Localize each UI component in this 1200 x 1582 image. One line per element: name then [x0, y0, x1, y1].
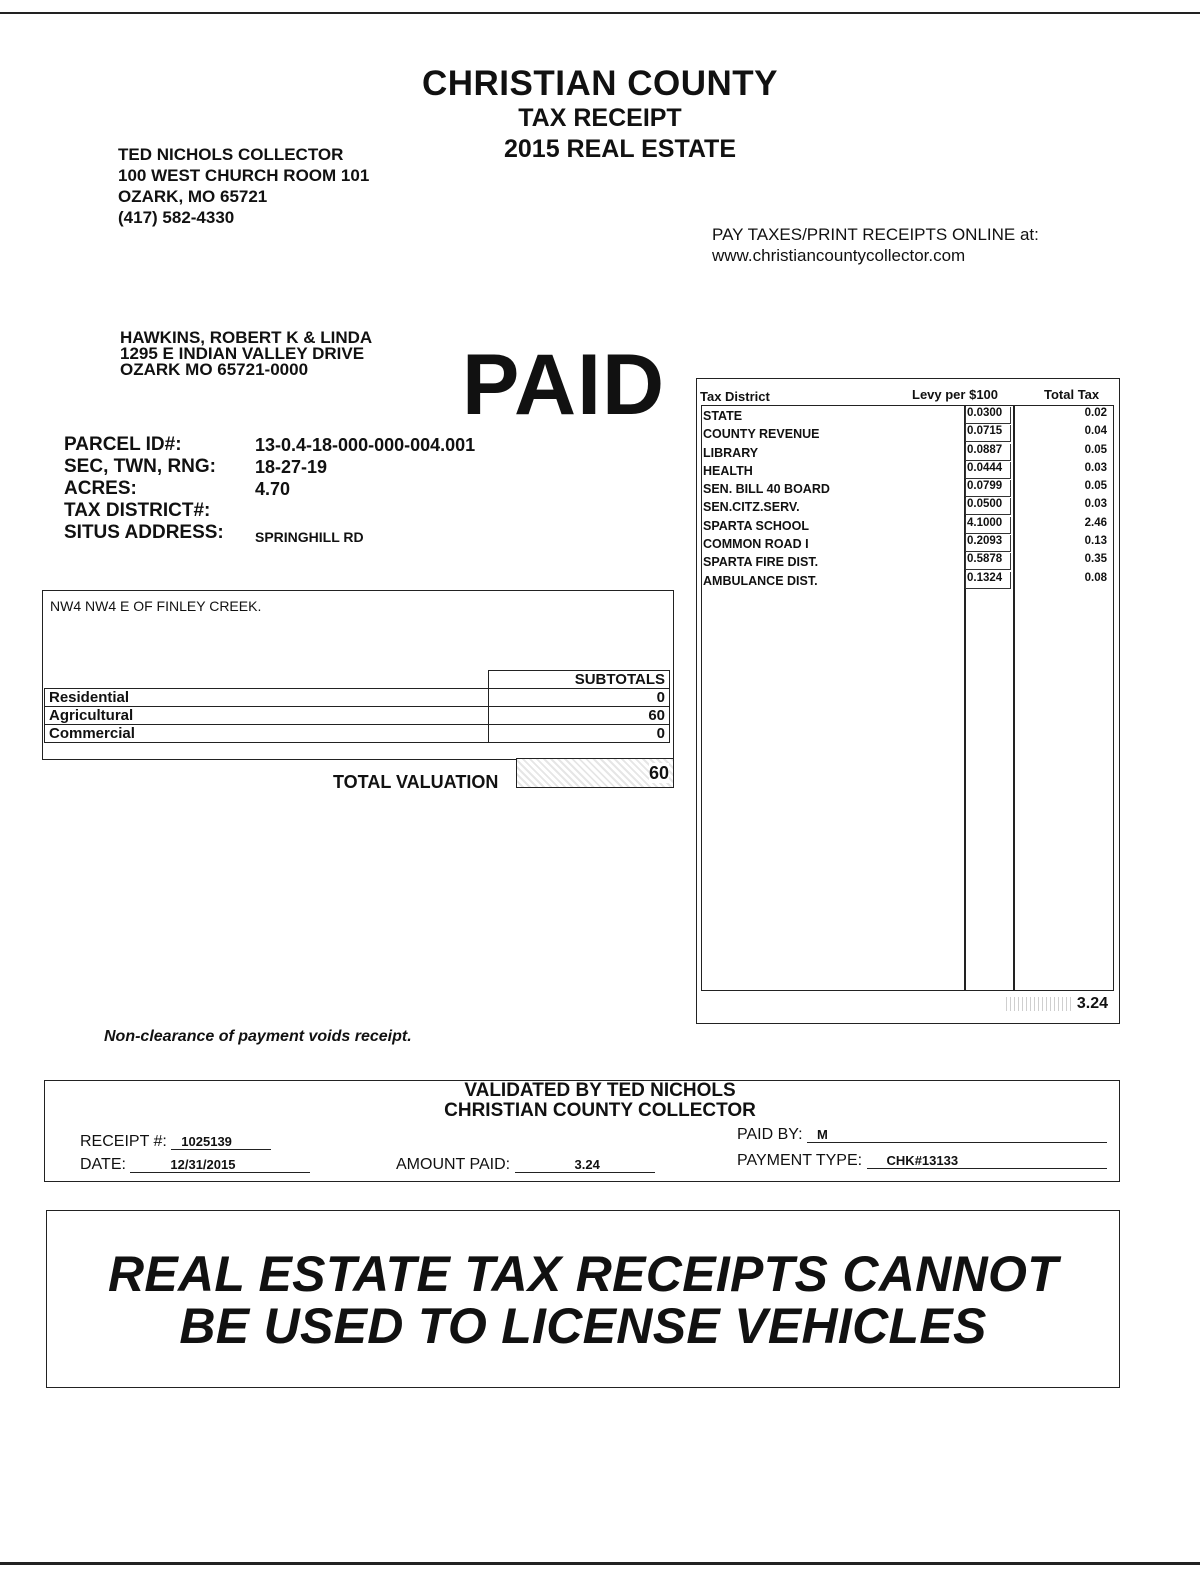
district-name: SPARTA SCHOOL [703, 518, 810, 533]
tax-grand-total-value: 3.24 [1076, 995, 1108, 1012]
total-valuation-value: 60 [648, 763, 669, 783]
acres-label: ACRES: [64, 478, 137, 499]
date-value: 12/31/2015 [130, 1157, 310, 1173]
license-warning-text [46, 1248, 1120, 1352]
date-label: DATE: [80, 1156, 126, 1173]
license-warning-line-2: BE USED TO LICENSE VEHICLES [179, 1298, 987, 1354]
subtotals-table [44, 670, 670, 743]
tax-value: 0.03 [1084, 461, 1107, 474]
receipt-number-field [80, 1133, 271, 1151]
online-payment-url[interactable]: www.christiancountycollector.com [712, 246, 966, 265]
collector-address-block [118, 144, 369, 228]
district-name: SEN. BILL 40 BOARD [703, 482, 830, 497]
payment-type-field [737, 1152, 1107, 1170]
parcel-id-value: 13-0.4-18-000-000-004.001 [255, 435, 476, 455]
tax-value: 2.46 [1084, 516, 1107, 529]
levy-value: 0.0799 [965, 480, 1011, 497]
owner-name: HAWKINS, ROBERT K & LINDA [120, 328, 373, 347]
situs-address-label: SITUS ADDRESS: [64, 522, 224, 543]
subtotal-row [45, 707, 670, 725]
paid-stamp: PAID [462, 337, 666, 433]
top-border-line [0, 12, 1200, 14]
subtotal-value: 0 [489, 689, 670, 707]
collector-city: OZARK, MO 65721 [118, 187, 268, 206]
online-payment-notice [712, 224, 1039, 266]
tax-district-header: Tax District [700, 389, 770, 404]
subtotal-row [45, 689, 670, 707]
levy-value: 0.0500 [965, 498, 1011, 515]
district-name: COMMON ROAD I [703, 537, 809, 552]
total-tax-header: Total Tax [1044, 387, 1100, 402]
validation-line-2: CHRISTIAN COUNTY COLLECTOR [444, 1100, 756, 1121]
subtotal-label: Residential [45, 689, 489, 707]
levy-header: Levy per $100 [912, 387, 999, 402]
subtotal-label: Agricultural [45, 707, 489, 725]
tax-value: 0.35 [1084, 553, 1107, 566]
levy-value: 0.0300 [965, 407, 1011, 424]
receipt-number-label: RECEIPT #: [80, 1133, 167, 1150]
tax-value: 0.05 [1084, 443, 1107, 456]
levy-value: 0.1324 [965, 572, 1011, 589]
amount-paid-label: AMOUNT PAID: [396, 1156, 511, 1173]
tax-district-label: TAX DISTRICT#: [64, 500, 211, 521]
paid-by-label: PAID BY: [737, 1126, 803, 1143]
amount-paid-field [396, 1156, 655, 1174]
paid-by-field [737, 1126, 1107, 1144]
collector-street: 100 WEST CHURCH ROOM 101 [118, 166, 370, 185]
bottom-border-line [0, 1562, 1200, 1565]
online-payment-text: PAY TAXES/PRINT RECEIPTS ONLINE at: [712, 225, 1039, 244]
subtotal-value: 60 [489, 707, 670, 725]
validation-line-1: VALIDATED BY TED NICHOLS [464, 1080, 736, 1101]
parcel-labels [64, 434, 224, 544]
nonclearance-note: Non-clearance of payment voids receipt. [104, 1028, 412, 1045]
tax-value: 0.02 [1084, 407, 1107, 419]
levy-value: 4.1000 [965, 517, 1011, 534]
district-name: STATE [703, 409, 743, 423]
tax-district-value [255, 500, 475, 522]
total-valuation-box [516, 758, 674, 788]
levy-value: 0.0444 [965, 462, 1011, 479]
total-valuation-label: TOTAL VALUATION [333, 772, 499, 792]
subtotal-value: 0 [489, 725, 670, 743]
parcel-id-label: PARCEL ID#: [64, 434, 182, 455]
amount-paid-value: 3.24 [515, 1157, 655, 1173]
owner-address-block [120, 330, 372, 378]
payment-type-label: PAYMENT TYPE: [737, 1152, 863, 1169]
column-divider [1013, 405, 1015, 991]
sec-twn-rng-label: SEC, TWN, RNG: [64, 456, 216, 477]
receipt-number-value: 1025139 [171, 1134, 271, 1150]
district-name: COUNTY REVENUE [703, 427, 820, 442]
payment-type-value: CHK#13133 [867, 1153, 1107, 1169]
owner-street: 1295 E INDIAN VALLEY DRIVE [120, 344, 365, 363]
tax-year-title: 2015 REAL ESTATE [503, 135, 737, 163]
levy-value: 0.0715 [965, 425, 1011, 442]
parcel-values [255, 434, 475, 548]
subtotals-header: SUBTOTALS [489, 671, 670, 689]
tax-value: 0.03 [1084, 498, 1107, 511]
tax-grand-total [980, 995, 1108, 1013]
collector-name: TED NICHOLS COLLECTOR [118, 145, 344, 164]
legal-description-text: NW4 NW4 E OF FINLEY CREEK. [50, 598, 262, 614]
levy-value: 0.0887 [965, 444, 1011, 461]
owner-city: OZARK MO 65721-0000 [120, 360, 309, 379]
district-name: HEALTH [703, 463, 753, 478]
situs-address-value: SPRINGHILL RD [255, 529, 364, 545]
district-name: SEN.CITZ.SERV. [703, 500, 800, 515]
acres-value: 4.70 [255, 479, 291, 499]
collector-phone: (417) 582-4330 [118, 208, 235, 227]
paid-by-value: M [807, 1127, 1107, 1143]
county-title: CHRISTIAN COUNTY [421, 64, 779, 103]
date-field [80, 1156, 310, 1174]
tax-value: 0.08 [1084, 571, 1107, 584]
sec-twn-rng-value: 18-27-19 [255, 457, 328, 477]
district-name: SPARTA FIRE DIST. [703, 555, 819, 570]
license-warning-line-1: REAL ESTATE TAX RECEIPTS CANNOT [107, 1246, 1059, 1302]
tax-value: 0.04 [1084, 425, 1107, 438]
district-name: LIBRARY [703, 445, 759, 460]
subtotal-label: Commercial [45, 725, 489, 743]
tax-value: 0.05 [1084, 480, 1107, 493]
levy-value: 0.2093 [965, 535, 1011, 552]
district-name: AMBULANCE DIST. [703, 573, 818, 588]
document-type-title: TAX RECEIPT [518, 104, 682, 132]
subtotal-row [45, 725, 670, 743]
scan-smudge [1003, 997, 1073, 1011]
levy-value: 0.5878 [965, 553, 1011, 570]
tax-value: 0.13 [1084, 535, 1107, 548]
